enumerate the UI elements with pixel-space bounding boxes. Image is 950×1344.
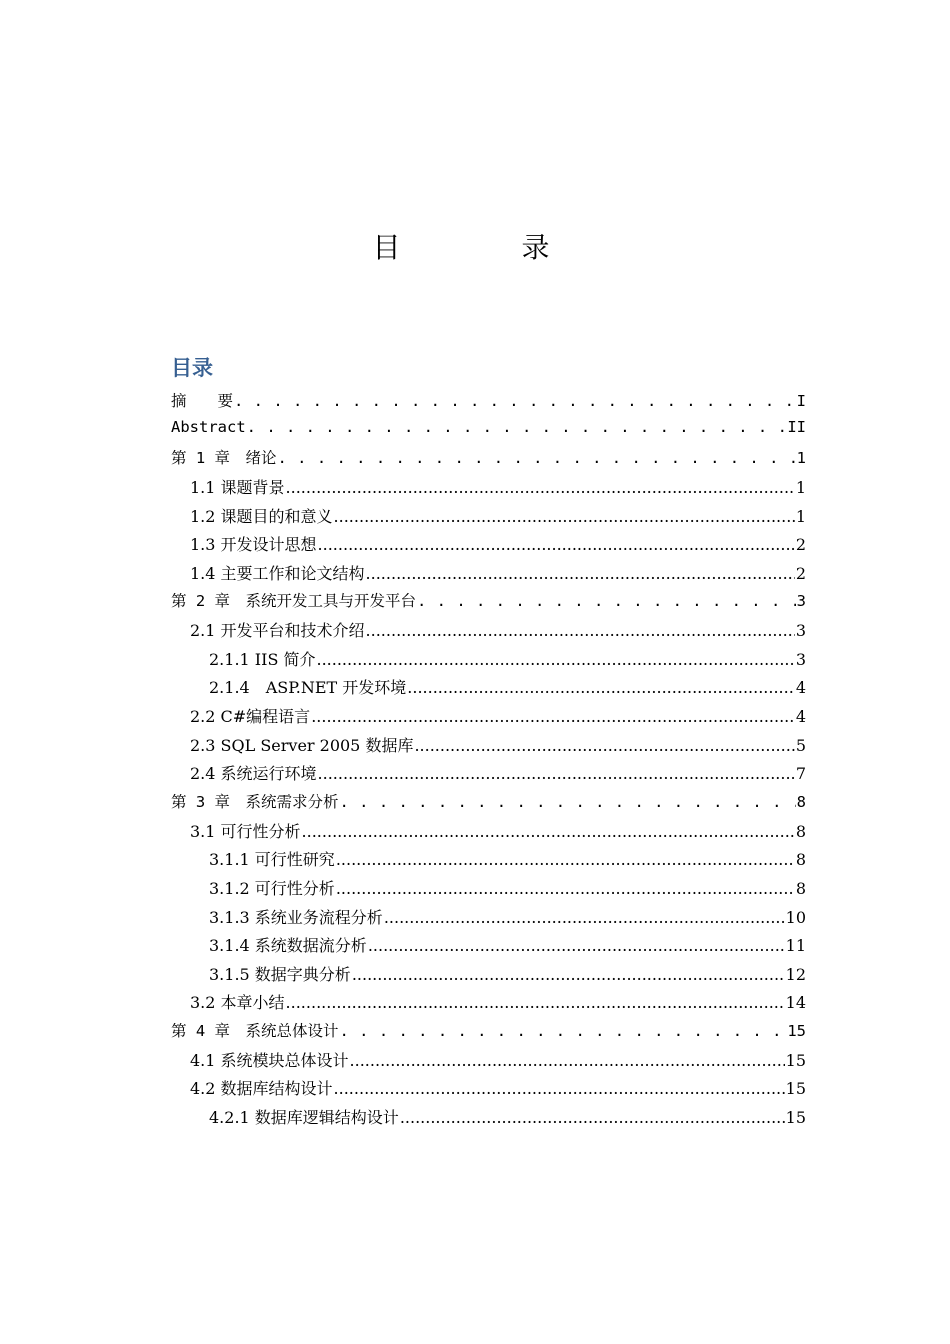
toc-dot-leader <box>334 507 795 526</box>
toc-dot-leader <box>318 535 795 554</box>
toc-entry-label: 1.1 课题背景 <box>190 477 285 497</box>
toc-dot-leader <box>302 822 795 841</box>
toc-entry-page-number: 1 <box>796 449 806 468</box>
toc-entry-label: 2.1.4 ASP.NET 开发环境 <box>209 678 407 698</box>
toc-entry[interactable] <box>171 876 806 905</box>
toc-entry-label: 3.1.1 可行性研究 <box>209 850 335 870</box>
toc-dot-leader <box>340 793 796 811</box>
toc-entry-label: Abstract <box>171 417 246 436</box>
toc-dot-leader <box>368 936 785 955</box>
toc-dot-leader <box>352 965 785 984</box>
toc-entry-page-number: 8 <box>796 792 806 811</box>
toc-dot-leader <box>350 1051 785 1070</box>
toc-entry[interactable] <box>171 446 806 475</box>
toc-heading: 目录 <box>171 356 213 380</box>
toc-entry[interactable] <box>171 618 806 647</box>
toc-entry-page-number: 15 <box>785 1079 806 1099</box>
toc-dot-leader <box>384 908 785 927</box>
toc-entry-page-number: 15 <box>785 1108 806 1128</box>
toc-entry-label: 1.4 主要工作和论文结构 <box>190 563 365 583</box>
toc-entry-page-number: 14 <box>785 993 806 1013</box>
toc-dot-leader <box>407 678 795 697</box>
toc-entry-label: 第 2 章 系统开发工具与开发平台 <box>171 592 416 611</box>
toc-dot-leader <box>286 993 785 1012</box>
toc-dot-leader <box>366 564 795 583</box>
toc-entry[interactable] <box>171 905 806 934</box>
toc-entry-label: 3.1 可行性分析 <box>190 821 301 841</box>
toc-entry-page-number: 8 <box>795 850 806 870</box>
toc-entry-page-number: 2 <box>795 563 806 583</box>
toc-entry-page-number: 4 <box>795 678 806 698</box>
toc-dot-leader <box>247 418 787 436</box>
toc-entry[interactable] <box>171 504 806 533</box>
toc-entry-page-number: 1 <box>795 506 806 526</box>
toc-dot-leader <box>400 1108 785 1127</box>
toc-entry[interactable] <box>171 790 806 819</box>
toc-entry-page-number: II <box>787 417 806 436</box>
toc-entry[interactable] <box>171 532 806 561</box>
toc-entry[interactable] <box>171 847 806 876</box>
toc-entry[interactable] <box>171 704 806 733</box>
toc-entry[interactable] <box>171 1076 806 1105</box>
toc-entry-label: 2.3 SQL Server 2005 数据库 <box>190 735 414 755</box>
toc-entry-page-number: 15 <box>785 1050 806 1070</box>
toc-entry-page-number: 12 <box>785 964 806 984</box>
toc-dot-leader <box>317 650 795 669</box>
toc-entry-label: 4.1 系统模块总体设计 <box>190 1050 349 1070</box>
toc-entry[interactable] <box>171 589 806 618</box>
toc-entry[interactable] <box>171 418 806 447</box>
toc-entry[interactable] <box>171 761 806 790</box>
toc-entry-label: 3.2 本章小结 <box>190 993 285 1013</box>
toc-entry[interactable] <box>171 819 806 848</box>
toc-entry-label: 2.1 开发平台和技术介绍 <box>190 621 365 641</box>
toc-entry-label: 摘 要 <box>171 392 234 410</box>
toc-entry[interactable] <box>171 933 806 962</box>
toc-dot-leader <box>334 1079 785 1098</box>
toc-entry-page-number: 4 <box>795 707 806 727</box>
toc-dot-leader <box>417 592 796 610</box>
toc-entry[interactable] <box>171 962 806 991</box>
toc-entry[interactable] <box>171 990 806 1019</box>
toc-dot-leader <box>234 392 796 410</box>
toc-dot-leader <box>286 478 795 497</box>
toc-dot-leader <box>311 707 795 726</box>
toc-entry[interactable] <box>171 1105 806 1134</box>
toc-entry-label: 2.4 系统运行环境 <box>190 764 317 784</box>
toc-entry-label: 4.2.1 数据库逻辑结构设计 <box>209 1108 399 1128</box>
toc-entry-label: 第 3 章 系统需求分析 <box>171 792 339 811</box>
toc-entry-label: 2.2 C#编程语言 <box>190 707 311 727</box>
toc-entry-page-number: 3 <box>795 649 806 669</box>
toc-dot-leader <box>414 736 794 755</box>
toc-entry-page-number: 3 <box>795 621 806 641</box>
toc-entry-label: 4.2 数据库结构设计 <box>190 1079 333 1099</box>
toc-entry-page-number: 5 <box>795 735 806 755</box>
toc-entry[interactable] <box>171 647 806 676</box>
toc-dot-leader <box>318 764 795 783</box>
toc-entry-page-number: 3 <box>796 592 806 611</box>
toc-entry[interactable] <box>171 733 806 762</box>
toc-entry[interactable] <box>171 1019 806 1048</box>
page-title: 目 录 <box>372 231 606 264</box>
toc-entry-label: 1.2 课题目的和意义 <box>190 506 333 526</box>
toc-entry-page-number: 1 <box>795 477 806 497</box>
toc-entry[interactable] <box>171 475 806 504</box>
table-of-contents <box>171 389 806 1134</box>
toc-entry-label: 3.1.4 系统数据流分析 <box>209 936 367 956</box>
toc-entry[interactable] <box>171 675 806 704</box>
toc-entry-page-number: 2 <box>795 535 806 555</box>
toc-entry-label: 第 4 章 系统总体设计 <box>171 1022 339 1041</box>
toc-entry-page-number: 8 <box>795 821 806 841</box>
toc-entry-page-number: 15 <box>787 1022 806 1041</box>
toc-entry-label: 3.1.5 数据字典分析 <box>209 964 351 984</box>
toc-entry-page-number: 10 <box>785 907 806 927</box>
toc-entry-label: 3.1.3 系统业务流程分析 <box>209 907 383 927</box>
toc-dot-leader <box>340 1022 787 1040</box>
toc-entry[interactable] <box>171 561 806 590</box>
toc-entry-page-number: 8 <box>795 878 806 898</box>
toc-entry-label: 3.1.2 可行性分析 <box>209 878 335 898</box>
toc-entry-page-number: I <box>796 392 806 410</box>
toc-entry-label: 2.1.1 IIS 简介 <box>209 649 316 669</box>
toc-dot-leader <box>366 621 795 640</box>
toc-dot-leader <box>336 879 795 898</box>
toc-entry[interactable] <box>171 389 806 418</box>
toc-dot-leader <box>278 449 796 467</box>
toc-entry-page-number: 11 <box>785 936 806 956</box>
toc-entry-label: 1.3 开发设计思想 <box>190 535 317 555</box>
toc-entry-page-number: 7 <box>795 764 806 784</box>
toc-entry-label: 第 1 章 绪论 <box>171 449 277 468</box>
toc-dot-leader <box>336 850 795 869</box>
toc-entry[interactable] <box>171 1048 806 1077</box>
